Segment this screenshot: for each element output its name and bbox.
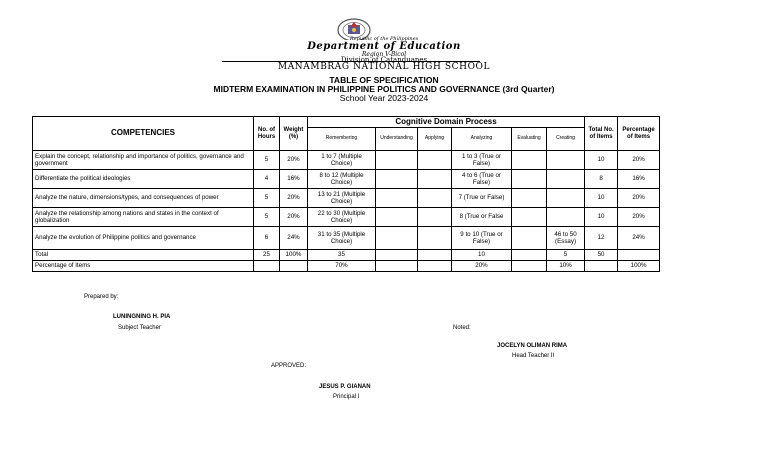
applying-cell [418,151,452,170]
remembering-cell: 22 to 30 (Multiple Choice) [308,208,376,227]
percentage-total-items [585,261,618,272]
noter-title: Head Teacher II [512,353,555,359]
remembering-cell: 31 to 35 (Multiple Choice) [308,227,376,250]
applying-cell [418,170,452,189]
header-evaluating: Evaluating [512,128,547,151]
header-hours: No. of Hours [254,117,280,151]
evaluating-cell [512,189,547,208]
school-year: School Year 2023-2024 [339,93,429,103]
remembering-cell: 8 to 12 (Multiple Choice) [308,170,376,189]
table-row [33,151,660,170]
creating-cell: 46 to 50 (Essay) [547,227,585,250]
total-items: 50 [585,250,618,261]
percent-cell: 20% [618,208,660,227]
table-row [33,208,660,227]
table-row [33,189,660,208]
weight-cell: 16% [280,170,308,189]
region-line: Region V-Bicol [361,51,407,58]
total-applying [418,250,452,261]
percentage-applying [418,261,452,272]
weight-cell: 20% [280,189,308,208]
approved-label: APPROVED: [271,363,307,369]
percentage-row [33,261,660,272]
header-weight: Weight (%) [280,117,308,151]
evaluating-cell [512,227,547,250]
percentage-analyzing: 20% [452,261,512,272]
division-line: Division of Catanduanes [340,56,428,64]
percentage-hours [254,261,280,272]
total-hours: 25 [254,250,280,261]
understanding-cell [376,227,418,250]
preparer-title: Subject Teacher [118,325,161,331]
noter-name: JOCELYN OLIMAN RIMA [497,343,568,349]
total-row [33,250,660,261]
evaluating-cell [512,208,547,227]
total-analyzing: 10 [452,250,512,261]
understanding-cell [376,170,418,189]
hours-cell: 5 [254,151,280,170]
hours-cell: 6 [254,227,280,250]
competency-cell: Explain the concept, relationship and importance of politics, governance and government [33,151,254,170]
hours-cell: 5 [254,208,280,227]
analyzing-cell: 4 to 6 (True or False) [452,170,512,189]
percent-cell: 20% [618,189,660,208]
remembering-cell: 13 to 21 (Multiple Choice) [308,189,376,208]
header-cognitive: Cognitive Domain Process [308,117,585,128]
weight-cell: 20% [280,151,308,170]
total-percent [618,250,660,261]
evaluating-cell [512,151,547,170]
percentage-creating: 10% [547,261,585,272]
total-items-cell: 8 [585,170,618,189]
percentage-understanding [376,261,418,272]
department-name: Department of Education [307,41,461,52]
understanding-cell [376,151,418,170]
preparer-name: LUNINGNING H. PIA [113,314,171,320]
percent-cell: 24% [618,227,660,250]
header-percentage: Percentage of Items [618,117,660,151]
total-items-cell: 10 [585,189,618,208]
table-row [33,170,660,189]
prepared-label: Prepared by: [84,294,119,300]
percentage-evaluating [512,261,547,272]
percent-cell: 16% [618,170,660,189]
analyzing-cell: 7 (True or False) [452,189,512,208]
competency-cell: Analyze the nature, dimensions/types, and consequences of power [33,189,254,208]
understanding-cell [376,208,418,227]
creating-cell [547,151,585,170]
total-label: Total [33,250,254,261]
approver-title: Principal I [333,394,360,400]
header-analyzing: Analyzing [452,128,512,151]
creating-cell [547,170,585,189]
evaluating-cell [512,170,547,189]
table-row [33,227,660,250]
total-understanding [376,250,418,261]
header-understanding: Understanding [376,128,418,151]
percentage-weight [280,261,308,272]
exam-title: MIDTERM EXAMINATION IN PHILIPPINE POLITICS AND GOVERNANCE (3rd Quarter) [213,84,555,94]
competency-cell: Differentiate the political ideologies [33,170,254,189]
header-remembering: Remembering [308,128,376,151]
applying-cell [418,227,452,250]
remembering-cell: 1 to 7 (Multiple Choice) [308,151,376,170]
header-creating: Creating [547,128,585,151]
percent-cell: 20% [618,151,660,170]
analyzing-cell: 9 to 10 (True or False) [452,227,512,250]
header-total-items: Total No. of Items [585,117,618,151]
weight-cell: 20% [280,208,308,227]
school-name: MANAMBRAG NATIONAL HIGH SCHOOL [277,62,491,72]
header-applying: Applying [418,128,452,151]
total-items-cell: 12 [585,227,618,250]
approver-name: JESUS P. GIANAN [319,384,371,390]
tos-table [32,116,660,272]
competency-cell: Analyze the evolution of Philippine politics and governance [33,227,254,250]
applying-cell [418,189,452,208]
noted-label: Noted: [453,325,471,331]
total-creating: 5 [547,250,585,261]
republic-line: Republic of the Philippines [349,36,419,42]
total-evaluating [512,250,547,261]
total-items-cell: 10 [585,208,618,227]
creating-cell [547,189,585,208]
percentage-total: 100% [618,261,660,272]
total-items-cell: 10 [585,151,618,170]
document-title: TABLE OF SPECIFICATION [329,75,439,85]
total-remembering: 35 [308,250,376,261]
percentage-label: Percentage of Items [33,261,254,272]
hours-cell: 5 [254,189,280,208]
analyzing-cell: 8 (True or False [452,208,512,227]
weight-cell: 24% [280,227,308,250]
understanding-cell [376,189,418,208]
applying-cell [418,208,452,227]
hours-cell: 4 [254,170,280,189]
analyzing-cell: 1 to 3 (True or False) [452,151,512,170]
creating-cell [547,208,585,227]
header-competencies: COMPETENCIES [33,117,254,151]
percentage-remembering: 70% [308,261,376,272]
total-weight: 100% [280,250,308,261]
competency-cell: Analyze the relationship among nations and states in the context of globalization [33,208,254,227]
